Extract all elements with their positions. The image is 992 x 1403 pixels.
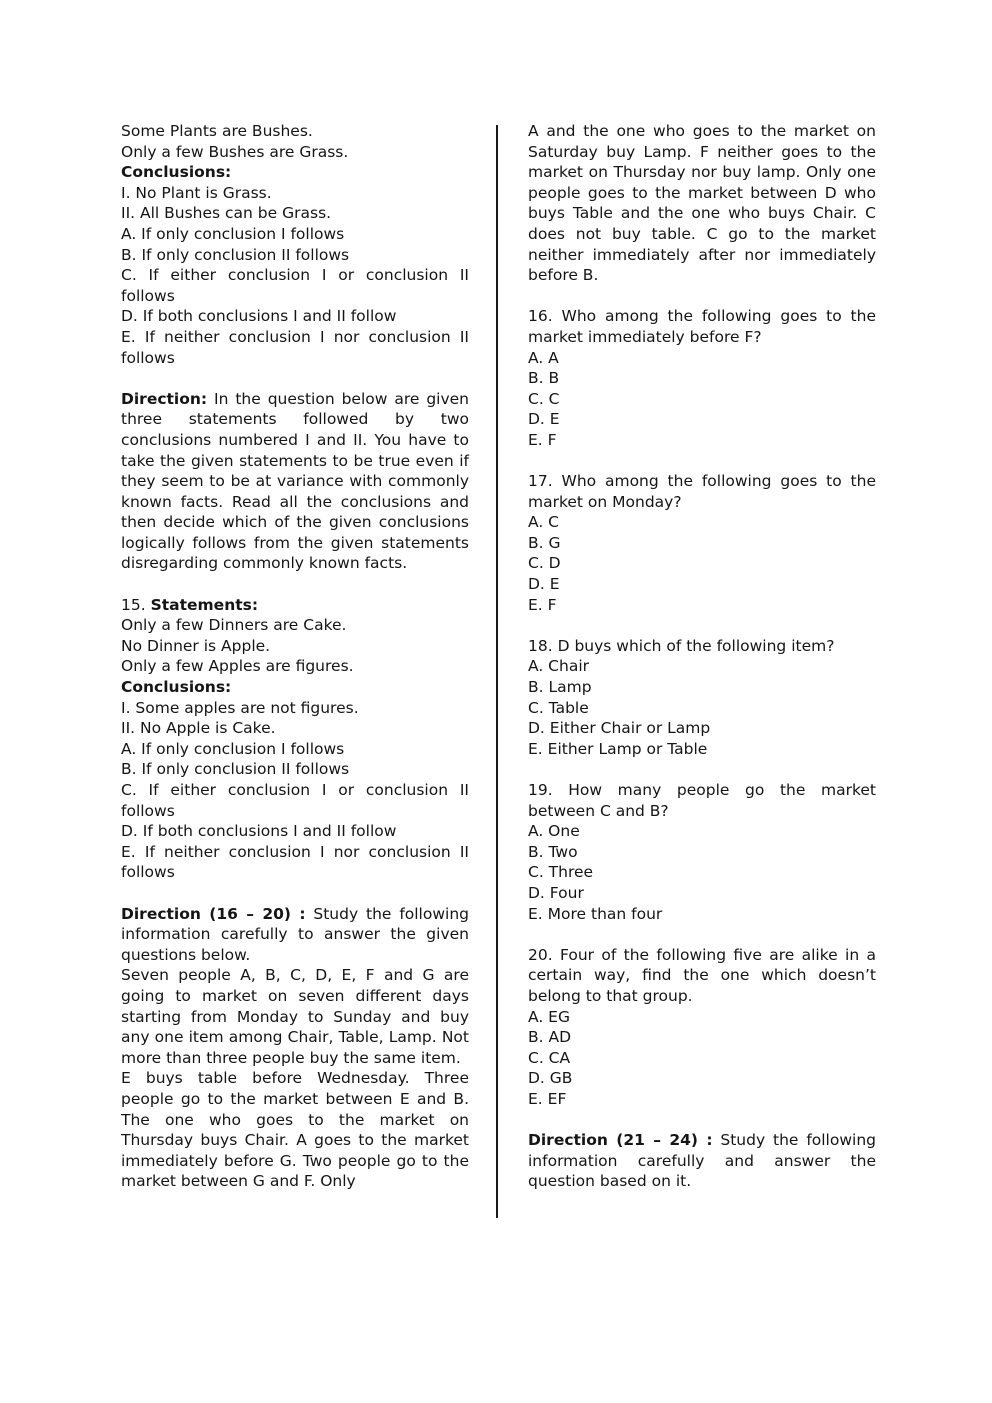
text-run: A. One <box>528 822 580 841</box>
text-line <box>121 821 469 842</box>
text-run: Only a few Bushes are Grass. <box>121 142 349 161</box>
text-run: Some Plants are Bushes. <box>121 122 313 140</box>
paragraph <box>528 121 876 286</box>
text-run: D. Either Chair or Lamp <box>528 719 711 738</box>
text-line <box>528 1007 876 1028</box>
text-line <box>528 430 876 451</box>
text-line <box>528 574 876 595</box>
text-line <box>121 265 469 306</box>
text-line <box>121 224 469 245</box>
text-line <box>528 883 876 904</box>
text-run: C. Three <box>528 863 594 882</box>
paragraph <box>528 945 876 1007</box>
text-run: B. G <box>528 533 561 552</box>
text-run: Only a few Dinners are Cake. <box>121 616 347 635</box>
text-run: A. EG <box>528 1007 570 1026</box>
text-run: No Dinner is Apple. <box>121 636 271 655</box>
text-line <box>528 389 876 410</box>
bold-label: Direction (21 – 24) : <box>528 1131 713 1150</box>
text-line <box>121 203 469 224</box>
text-line <box>121 183 469 204</box>
text-run: C. C <box>528 389 560 408</box>
text-run: A. If only conclusion I follows <box>121 739 345 758</box>
text-run: 15. <box>121 595 151 614</box>
paragraph <box>121 904 469 966</box>
paragraph <box>528 780 876 821</box>
text-line <box>528 1089 876 1110</box>
text-line <box>121 759 469 780</box>
text-run: E buys table before Wednesday. Three people go to the market between E and B. The one who goes to the market on Thursday buys Chair. A goes to the market immediately before G. Two people go to the market between G and F. Only <box>121 1069 469 1191</box>
text-run: Only a few Apples are figures. <box>121 657 354 676</box>
text-line <box>528 595 876 616</box>
text-run: I. No Plant is Grass. <box>121 183 272 202</box>
text-run: II. No Apple is Cake. <box>121 719 276 738</box>
text-line <box>528 862 876 883</box>
text-run: Seven people A, B, C, D, E, F and G are going to market on seven different days starting from Monday to Sunday and buy any one item among Chair, Table, Lamp. Not more than three people buy the same item. <box>121 966 469 1067</box>
text-line <box>528 904 876 925</box>
text-line <box>528 739 876 760</box>
text-line <box>121 698 469 719</box>
text-run: 20. Four of the following five are alike in a certain way, find the one which doesn’t belong to that group. <box>528 945 876 1005</box>
text-line <box>528 533 876 554</box>
text-line <box>528 368 876 389</box>
text-run: B. If only conclusion II follows <box>121 760 350 779</box>
text-run: D. GB <box>528 1069 573 1088</box>
page-content <box>121 121 877 1212</box>
text-run: A. C <box>528 513 560 532</box>
text-line <box>528 1048 876 1069</box>
text-line <box>121 739 469 760</box>
text-run: B. If only conclusion II follows <box>121 245 350 264</box>
text-run: D. Four <box>528 883 584 902</box>
bold-label: Statements: <box>150 595 259 614</box>
line-group <box>528 512 876 615</box>
text-line <box>528 553 876 574</box>
text-line <box>528 656 876 677</box>
text-run: II. All Bushes can be Grass. <box>121 204 332 223</box>
text-line <box>121 656 469 677</box>
text-line <box>121 780 469 821</box>
paragraph <box>528 471 876 512</box>
text-line <box>121 677 469 698</box>
paragraph <box>528 1130 876 1192</box>
text-line <box>121 327 469 368</box>
bold-label: Conclusions: <box>121 678 232 697</box>
text-line <box>121 636 469 657</box>
text-line <box>121 842 469 883</box>
text-run: C. If either conclusion I or conclusion II follows <box>121 266 469 305</box>
text-run: E. EF <box>528 1089 567 1108</box>
bold-label: Direction (16 – 20) : <box>121 904 306 923</box>
left-column <box>121 121 469 1212</box>
text-run: A. If only conclusion I follows <box>121 224 345 243</box>
text-line <box>528 348 876 369</box>
text-run: B. B <box>528 369 560 388</box>
text-line <box>528 718 876 739</box>
text-run: C. CA <box>528 1048 571 1067</box>
text-line <box>528 1027 876 1048</box>
text-run: A. Chair <box>528 657 590 676</box>
text-line <box>121 245 469 266</box>
text-run: Study the following information carefully and answer the question based on it. <box>528 1131 876 1191</box>
text-run: 18. D buys which of the following item? <box>528 636 835 655</box>
text-run: E. More than four <box>528 904 663 923</box>
text-run: 19. How many people go the market between C and B? <box>528 781 876 820</box>
line-group <box>528 348 876 451</box>
text-run: E. If neither conclusion I nor conclusion II follows <box>121 842 469 882</box>
right-column <box>528 121 876 1212</box>
text-run: A and the one who goes to the market on Saturday buy Lamp. F neither goes to the market on Thursday nor buy lamp. Only one people goes to the market between D who buys Table and the one who buys Chair. C does not buy table. C go to the market neither immediately after nor immediately before B. <box>528 122 876 285</box>
paragraph <box>528 636 876 657</box>
text-line <box>528 512 876 533</box>
text-line <box>121 306 469 327</box>
line-group <box>121 121 469 368</box>
text-run: D. If both conclusions I and II follow <box>121 822 397 841</box>
text-run: A. A <box>528 348 559 367</box>
text-run: I. Some apples are not figures. <box>121 698 359 717</box>
text-run: B. Lamp <box>528 678 592 697</box>
text-run: 16. Who among the following goes to the market immediately before F? <box>528 307 876 346</box>
text-line <box>121 718 469 739</box>
text-run: C. If either conclusion I or conclusion II follows <box>121 781 469 820</box>
bold-label: Direction: <box>121 389 208 408</box>
text-line <box>528 409 876 430</box>
text-run: E. F <box>528 595 557 614</box>
text-run: C. D <box>528 554 561 573</box>
text-run: D. E <box>528 575 560 594</box>
text-run: E. Either Lamp or Table <box>528 739 708 758</box>
text-line <box>121 162 469 183</box>
text-run: B. Two <box>528 842 578 861</box>
line-group <box>528 821 876 924</box>
paragraph <box>121 965 469 1068</box>
paragraph <box>121 1068 469 1192</box>
text-run: D. E <box>528 410 560 429</box>
text-line <box>121 142 469 163</box>
line-group <box>528 1007 876 1110</box>
text-run: 17. Who among the following goes to the market on Monday? <box>528 472 876 511</box>
paragraph <box>528 306 876 347</box>
line-group <box>121 595 469 883</box>
text-line <box>528 1068 876 1089</box>
text-run: E. If neither conclusion I nor conclusion II follows <box>121 327 469 367</box>
text-run: Study the following information carefully to answer the given questions below. <box>121 904 469 964</box>
text-run: D. If both conclusions I and II follow <box>121 307 397 326</box>
text-line <box>121 121 469 142</box>
text-run: E. F <box>528 430 557 449</box>
paragraph <box>121 389 469 574</box>
text-run: C. Table <box>528 698 589 717</box>
line-group <box>528 656 876 759</box>
text-line <box>528 698 876 719</box>
text-run: B. AD <box>528 1028 572 1047</box>
text-run: In the question below are given three statements followed by two conclusions numbered I and II. You have to take the given statements to be true even if they seem to be at variance with commonly known facts. Read all the conclusions and then decide which of the given conclusions logically follows from the given statements disregarding commonly known facts. <box>121 389 469 573</box>
text-line <box>528 821 876 842</box>
text-line <box>528 842 876 863</box>
text-line <box>121 595 469 616</box>
bold-label: Conclusions: <box>121 163 232 182</box>
text-line <box>121 615 469 636</box>
text-line <box>528 677 876 698</box>
